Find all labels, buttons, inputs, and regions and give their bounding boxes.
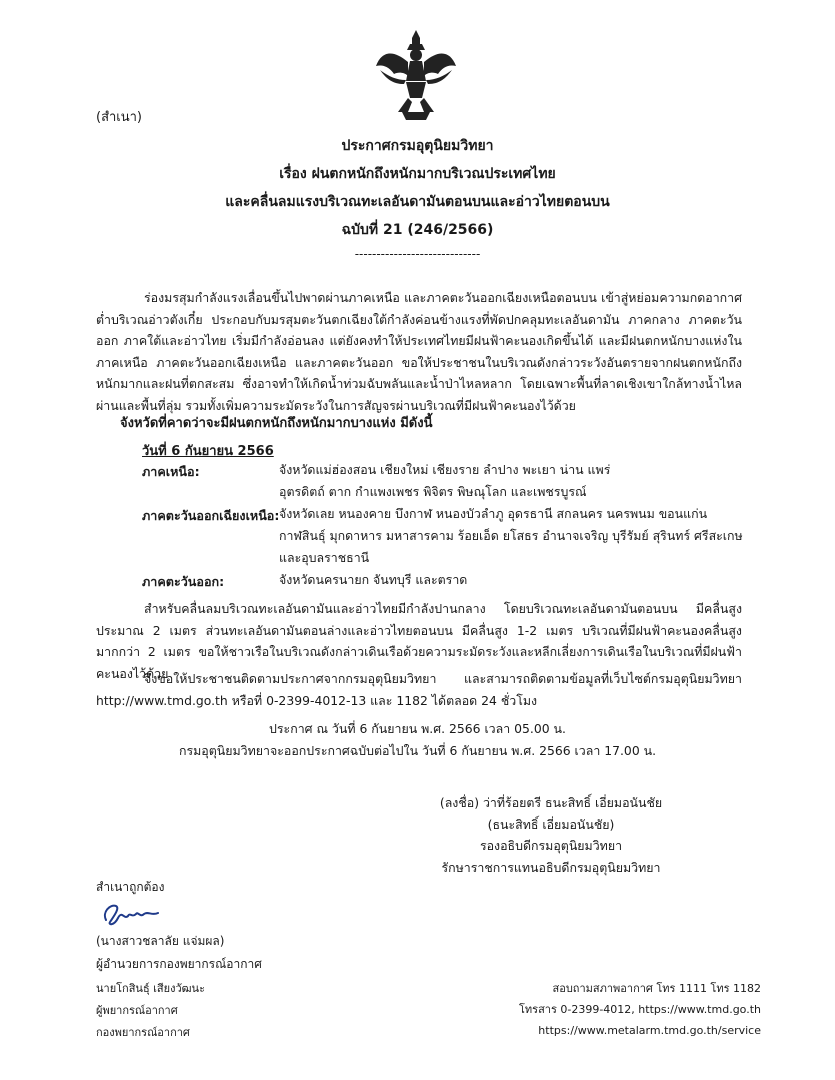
region-text-north [279,459,749,503]
paragraph-3-text: จึงขอให้ประชาชนติดตามประกาศจากกรมอุตุนิยมวิทยา และสามารถติดตามข้อมูลที่เว็บไซต์กรมอุตุนิยมวิทยา http://www.tmd.go.th หรือที่ 0-2399-4012-13 และ 1182 ได้ตลอด 24 ชั่วโมง [96,671,742,708]
signature-block [386,792,716,878]
title-line-3: และคลื่นลมแรงบริเวณทะเลอันดามันตอนบนและอ่าวไทยตอนบน [225,194,610,210]
title-block [0,132,835,264]
date-heading: วันที่ 6 กันยายน 2566 [142,444,274,459]
footer-right-line-2: โทรสาร 0-2399-4012, https://www.tmd.go.th [519,1003,761,1016]
title-separator: ----------------------------- [354,247,481,261]
footer-right-line-3: https://www.metalarm.tmd.go.th/service [538,1024,761,1037]
copy-tag: (สำเนา) [96,110,143,125]
certify-position: ผู้อำนวยการกองพยากรณ์อากาศ [96,957,262,971]
certify-label: สำเนาถูกต้อง [96,880,165,894]
region-north-line-1: จังหวัดแม่ฮ่องสอน เชียงใหม่ เชียงราย ลำปาง พะเยา น่าน แพร่ [279,462,611,477]
footer-left-line-2: ผู้พยากรณ์อากาศ [96,1004,178,1017]
region-north-line-2: อุตรดิตถ์ ตาก กำแพงเพชร พิจิตร พิษณุโลก และเพชรบูรณ์ [279,484,587,499]
paragraph-2-text: สำหรับคลื่นลมบริเวณทะเลอันดามันและอ่าวไทยมีกำลังปานกลาง โดยบริเวณทะเลอันดามันตอนบน มีคลื่นสูงประมาณ 2 เมตร ส่วนทะเลอันดามันตอนล่างและอ่าวไทยตอนบน มีคลื่นสูง 1-2 เมตร บริเวณที่มีฝนฟ้าคะนองคลื่นสูงมากกว่า 2 เมตร ขอให้ชาวเรือในบริเวณดังกล่าวเดินเรือด้วยความระมัดระวังและหลีกเลี่ยงการเดินเรือในบริเวณที่มีฝนฟ้าคะนองไว้ด้วย [96,601,742,681]
signature-line-2: (ธนะสิทธิ์ เอี่ยมอนันชัย) [487,816,615,832]
region-northeast-line-1: จังหวัดเลย หนองคาย บึงกาฬ หนองบัวลำภู อุดรธานี สกลนคร นครพนม ขอนแก่น [279,506,708,521]
region-label-north: ภาคเหนือ: [142,464,200,479]
title-line-4: ฉบับที่ 21 (246/2566) [341,222,494,238]
paragraph-3 [96,668,742,711]
region-northeast-line-2: กาฬสินธุ์ มุกดาหาร มหาสารคาม ร้อยเอ็ด ยโสธร อำนาจเจริญ บุรีรัมย์ สุรินทร์ ศรีสะเกษ [279,528,743,543]
signature-line-3: รองอธิบดีกรมอุตุนิยมวิทยา [479,838,623,853]
certify-name: (นางสาวชลาลัย แจ่มผล) [96,934,225,948]
next-announcement-line: กรมอุตุนิยมวิทยาจะออกประกาศฉบับต่อไปใน วันที่ 6 กันยายน พ.ศ. 2566 เวลา 17.00 น. [178,743,657,758]
region-text-east [279,569,749,591]
paragraph-1 [96,287,742,417]
title-line-2: เรื่อง ฝนตกหนักถึงหนักมากบริเวณประเทศไทย [279,166,556,182]
footer-left-line-1: นายโกสินธุ์ เสียงวัฒนะ [96,982,205,995]
paragraph-1-text: ร่องมรสุมกำลังแรงเลื่อนขึ้นไปพาดผ่านภาคเหนือ และภาคตะวันออกเฉียงเหนือตอนบน เข้าสู่หย่อมความกดอากาศต่ำบริเวณอ่าวตังเกี๋ย ประกอบกับมรสุมตะวันตกเฉียงใต้กำลังค่อนข้างแรงที่พัดปกคลุมทะเลอันดามัน ภาคกลาง ภาคตะวันออก ภาคใต้และอ่าวไทย เริ่มมีกำลังอ่อนลง แต่ยังคงทำให้ประเทศไทยมีฝนฟ้าคะนองเกิดขึ้นได้ และมีฝนตกหนักบางแห่งในภาคเหนือ ภาคตะวันออกเฉียงเหนือ และภาคตะวันออก ขอให้ประชาชนในบริเวณดังกล่าวระวังอันตรายจากฝนตกหนักถึงหนักมากและฝนที่ตกสะสม ซึ่งอาจทำให้เกิดน้ำท่วมฉับพลันและน้ำป่าไหลหลาก โดยเฉพาะพื้นที่ลาดเชิงเขาใกล้ทางน้ำไหลผ่านและพื้นที่ลุ่ม รวมทั้งเพิ่มความระมัดระวังในการสัญจรผ่านบริเวณที่มีฝนฟ้าคะนองไว้ด้วย [96,290,742,413]
garuda-emblem-icon [374,28,458,124]
signature-line-1: (ลงชื่อ) ว่าที่ร้อยตรี ธนะสิทธิ์ เอี่ยมอนันชัย [439,795,663,810]
region-text-northeast [279,503,749,569]
signature-line-4: รักษาราชการแทนอธิบดีกรมอุตุนิยมวิทยา [441,859,661,875]
provinces-heading: จังหวัดที่คาดว่าจะมีฝนตกหนักถึงหนักมากบางแห่ง มีดังนี้ [120,416,433,431]
region-label-northeast: ภาคตะวันออกเฉียงเหนือ: [142,508,280,523]
region-east-line-1: จังหวัดนครนายก จันทบุรี และตราด [279,572,468,587]
title-line-1: ประกาศกรมอุตุนิยมวิทยา [341,138,494,154]
region-northeast-line-3: และอุบลราชธานี [279,550,370,565]
handwritten-signature-icon [100,898,162,928]
footer-left-line-3: กองพยากรณ์อากาศ [96,1026,190,1039]
footer-right-line-1: สอบถามสภาพอากาศ โทร 1111 โทร 1182 [552,982,761,995]
region-label-east: ภาคตะวันออก: [142,574,225,589]
footer-left [96,978,205,1044]
issued-line: ประกาศ ณ วันที่ 6 กันยายน พ.ศ. 2566 เวลา 05.00 น. [269,721,566,736]
footer-right [519,978,761,1041]
